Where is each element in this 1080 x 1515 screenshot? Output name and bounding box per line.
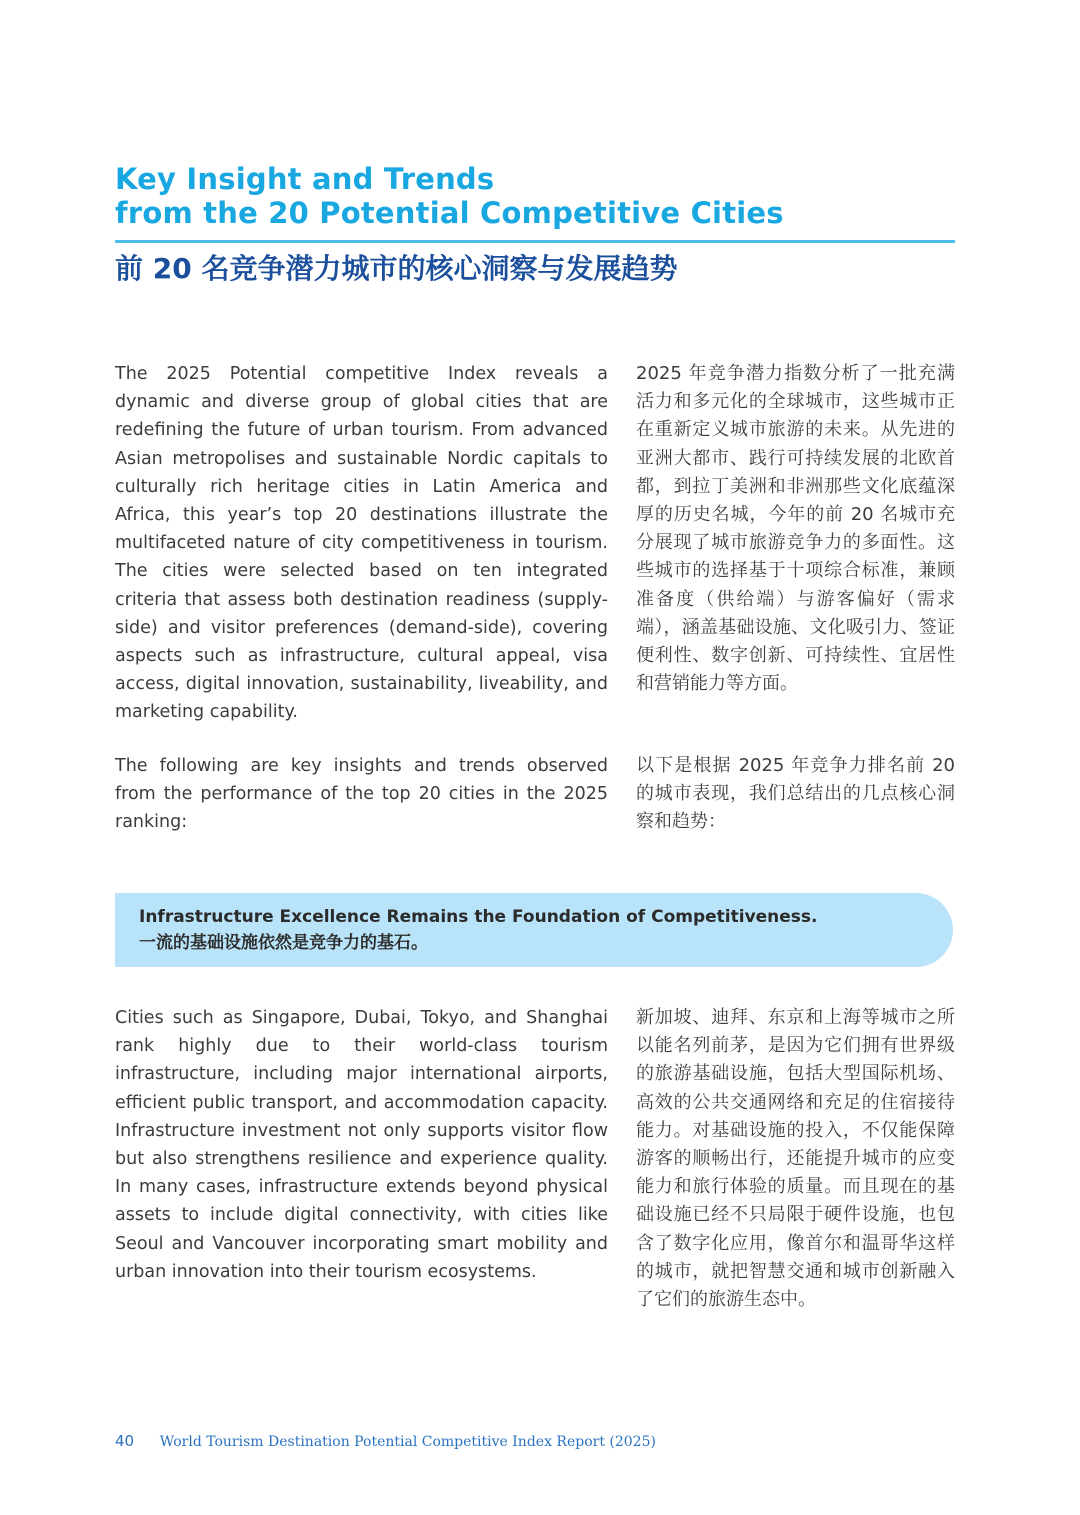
page-footer xyxy=(115,1431,656,1452)
infrastructure-paragraph-zh: 新加坡、迪拜、东京和上海等城市之所以能名列前茅，是因为它们拥有世界级的旅游基础设施，包括大型国际机场、高效的公共交通网络和充足的住宿接待能力。对基础设施的投入，不仅能保障游客的顺畅出行，还能提升城市的应变能力和旅行体验的质量。而且现在的基础设施已经不只局限于硬件设施，也包含了数字化应用，像首尔和温哥华这样的城市，就把智慧交通和城市创新融入了它们的旅游生态中。 xyxy=(636,1007,955,1311)
section-heading-en: Infrastructure Excellence Remains the Foundation of Competitiveness. xyxy=(139,907,818,927)
infrastructure-paragraph-en: Cities such as Singapore, Dubai, Tokyo, and Shanghai rank highly due to their world-class tourism infrastructure, including major international airports, efficient public transport, and accommodation capacity. Infrastructure investment not only supports visitor flow but also strengthens resilience and experience quality. In many cases, infrastructure extends beyond physical assets to include digital connectivity, with cities like Seoul and Vancouver incorporating smart mobility and urban innovation into their tourism ecosystems. xyxy=(115,1008,608,1282)
title-en-line2: from the 20 Potential Competitive Cities xyxy=(115,196,784,230)
page-number: 40 xyxy=(115,1432,135,1450)
intro-paragraph-zh: 2025 年竞争潜力指数分析了一批充满活力和多元化的全球城市，这些城市正在重新定义城市旅游的未来。从先进的亚洲大都市、践行可持续发展的北欧首都，到拉丁美洲和非洲那些文化底蕴深厚的历史名城，今年的前 20 名城市充分展现了城市旅游竞争力的多面性。这些城市的选择基于十项综合标准，兼顾准备度（供给端）与游客偏好（需求端），涵盖基础设施、文化吸引力、签证便利性、数字创新、可持续性、宜居性和营销能力等方面。 xyxy=(636,363,955,695)
section-heading-banner xyxy=(115,893,953,967)
title-en-line1: Key Insight and Trends xyxy=(115,162,495,196)
footer-report-title: World Tourism Destination Potential Competitive Index Report (2025) xyxy=(159,1434,656,1450)
title-divider xyxy=(115,240,955,243)
section-heading-zh: 一流的基础设施依然是竞争力的基石。 xyxy=(139,933,428,953)
page-title-en xyxy=(115,162,965,230)
intro-paragraph-en: The 2025 Potential competitive Index reveals a dynamic and diverse group of global cities that are redefining the future of urban tourism. From advanced Asian metropolises and sustainable Nordic capitals to culturally rich heritage cities in Latin America and Africa, this year’s top 20 destinations illustrate the multifaceted nature of city competitiveness in tourism. The cities were selected based on ten integrated criteria that assess both destination readiness (supply-side) and visitor preferences (demand-side), covering aspects such as infrastructure, cultural appeal, visa access, digital innovation, sustainability, liveability, and marketing capability. xyxy=(115,364,608,723)
insights-lead-en: The following are key insights and trends observed from the performance of the top 20 cities in the 2025 ranking: xyxy=(115,756,608,833)
page-title-zh: 前 20 名竞争潜力城市的核心洞察与发展趋势 xyxy=(115,252,678,285)
insights-lead-zh: 以下是根据 2025 年竞争力排名前 20 的城市表现，我们总结出的几点核心洞察和趋势： xyxy=(636,755,955,833)
